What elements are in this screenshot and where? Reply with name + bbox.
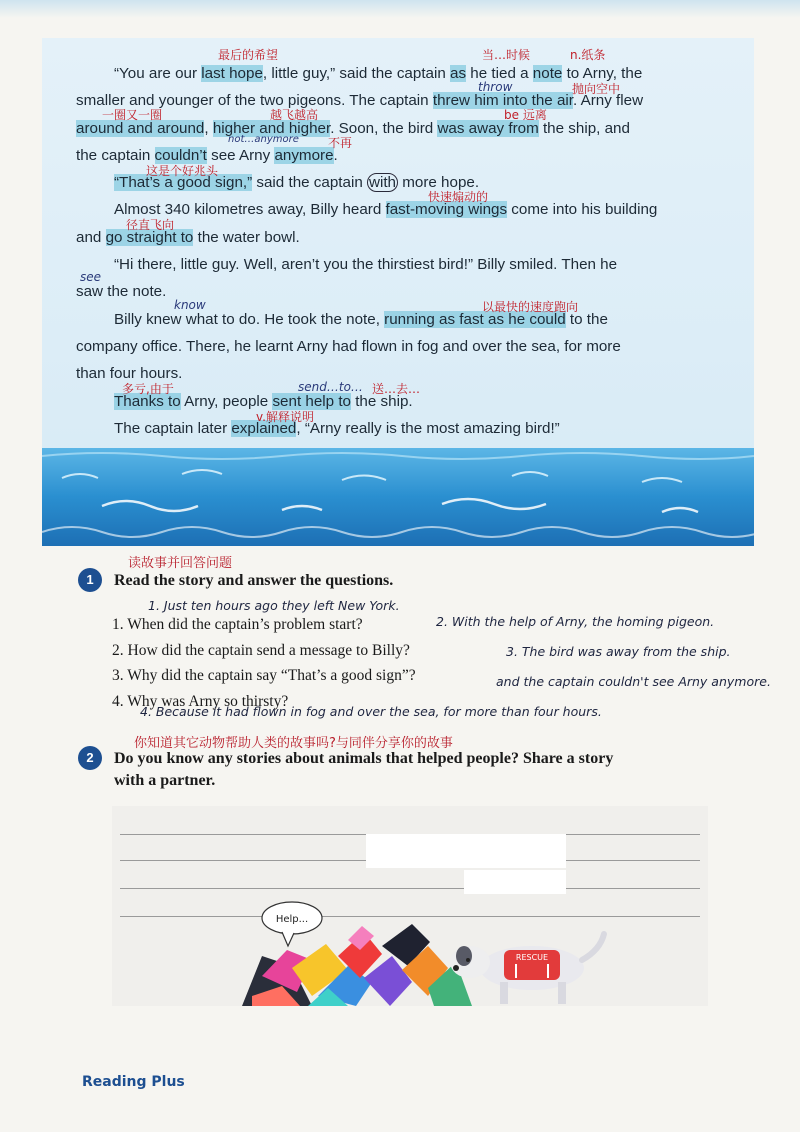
writing-area[interactable] [112, 806, 708, 1006]
story-line: “You are our last hope, little guy,” said the captain as he tied a note to Arny, the [114, 65, 643, 82]
speech-bubble [262, 902, 322, 946]
section-2-note: 你知道其它动物帮助人类的故事吗?与同伴分享你的故事 [134, 736, 453, 751]
footer-series-title: Reading Plus [82, 1074, 185, 1090]
annotation-no-longer: 不再 [328, 136, 353, 150]
annotation-send-cn: 送…去… [372, 382, 421, 396]
writing-line [120, 888, 700, 889]
sea-illustration [42, 448, 754, 546]
rescue-illustration [112, 896, 708, 1006]
rescue-dog [450, 934, 604, 1004]
dog-vest-label: RESCUE [515, 953, 549, 962]
section-1-heading [78, 570, 738, 592]
question-item: 1. When did the captain’s problem start? [112, 616, 363, 633]
annotation-explain: v.解释说明 [256, 410, 314, 424]
annotation-be-away: be 远离 [504, 108, 547, 122]
annotation-fast-wings: 快速煽动的 [428, 190, 489, 204]
story-line: than four hours. [76, 365, 183, 383]
question-item: 4. Why was Arny so thirsty? [112, 692, 289, 710]
answer-2: 2. With the help of Arny, the homing pigeon. [436, 614, 715, 629]
annotation-straight: 径直飞向 [126, 218, 175, 232]
section-2-title-line-1: Do you know any stories about animals that helped people? Share a story [114, 750, 614, 767]
annotation-note: n.纸条 [570, 48, 606, 62]
redaction-mask [464, 870, 566, 894]
section-1-note: 读故事并回答问题 [128, 556, 233, 571]
annotation-see: see [80, 270, 102, 284]
story-line: company office. There, he learnt Arny had flown in fog and over the sea, for more [76, 337, 621, 355]
annotation-thanks: 多亏,由于 [122, 382, 174, 396]
question-item: 2. How did the captain send a message to Billy? [112, 641, 410, 659]
redaction-mask [366, 834, 566, 868]
speech-bubble-text: Help... [275, 914, 309, 925]
annotation-running: 以最快的速度跑向 [482, 300, 579, 314]
story-line: The captain later explained, “Arny really is the most amazing bird!” [114, 419, 560, 437]
annotation-send-to: send…to… [298, 380, 363, 394]
annotation-last-hope: 最后的希望 [218, 48, 279, 62]
annotation-into-air: 抛向空中 [572, 82, 621, 96]
answer-3-line-2: and the captain couldn't see Arny anymore. [496, 674, 771, 689]
story-line: smaller and younger of the two pigeons. The captain threw him into the air. Arny flew [76, 92, 644, 110]
annotation-not-anymore: not…anymore [228, 134, 299, 145]
answer-3-line-1: 3. The bird was away from the ship. [506, 644, 731, 659]
story-line: Thanks to Arny, people sent help to the ship. [114, 392, 413, 410]
annotation-throw: throw [478, 80, 513, 94]
section-1-title: Read the story and answer the questions. [114, 572, 394, 589]
answer-4: 4. Because it had flown in fog and over the sea, for more than four hours. [140, 704, 602, 719]
story-line: and go straight to the water bowl. [76, 228, 300, 246]
annotation-know: know [174, 298, 206, 312]
story-line: the captain couldn’t see Arny anymore. [76, 146, 338, 164]
section-2-number: 2 [78, 746, 102, 770]
annotation-higher: 越飞越高 [270, 108, 319, 122]
story-panel [42, 38, 754, 546]
section-1-number: 1 [78, 568, 102, 592]
story-line: around and around, higher and higher. Soon, the bird was away from the ship, and [76, 119, 630, 137]
question-item: 3. Why did the captain say “That’s a good sign”? [112, 667, 416, 684]
answer-1: 1. Just ten hours ago they left New York. [148, 598, 400, 613]
annotation-as: 当…时候 [482, 48, 531, 62]
page-top-strip [0, 0, 800, 18]
story-line: “Hi there, little guy. Well, aren’t you the thirstiest bird!” Billy smiled. Then he [114, 256, 618, 274]
section-2-heading [78, 748, 738, 792]
rubble-pile [242, 924, 472, 1006]
story-line: Almost 340 kilometres away, Billy heard fast-moving wings come into his building [114, 201, 658, 219]
annotation-good-sign: 这是个好兆头 [146, 164, 219, 178]
annotation-around: 一圈又一圈 [102, 108, 163, 122]
story-line: saw the note. [76, 283, 167, 301]
section-2-title-line-2: with a partner. [114, 772, 216, 789]
story-line: Billy knew what to do. He took the note, running as fast as he could to the [114, 310, 608, 328]
story-line: “That’s a good sign,” said the captain with more hope. [114, 174, 480, 192]
